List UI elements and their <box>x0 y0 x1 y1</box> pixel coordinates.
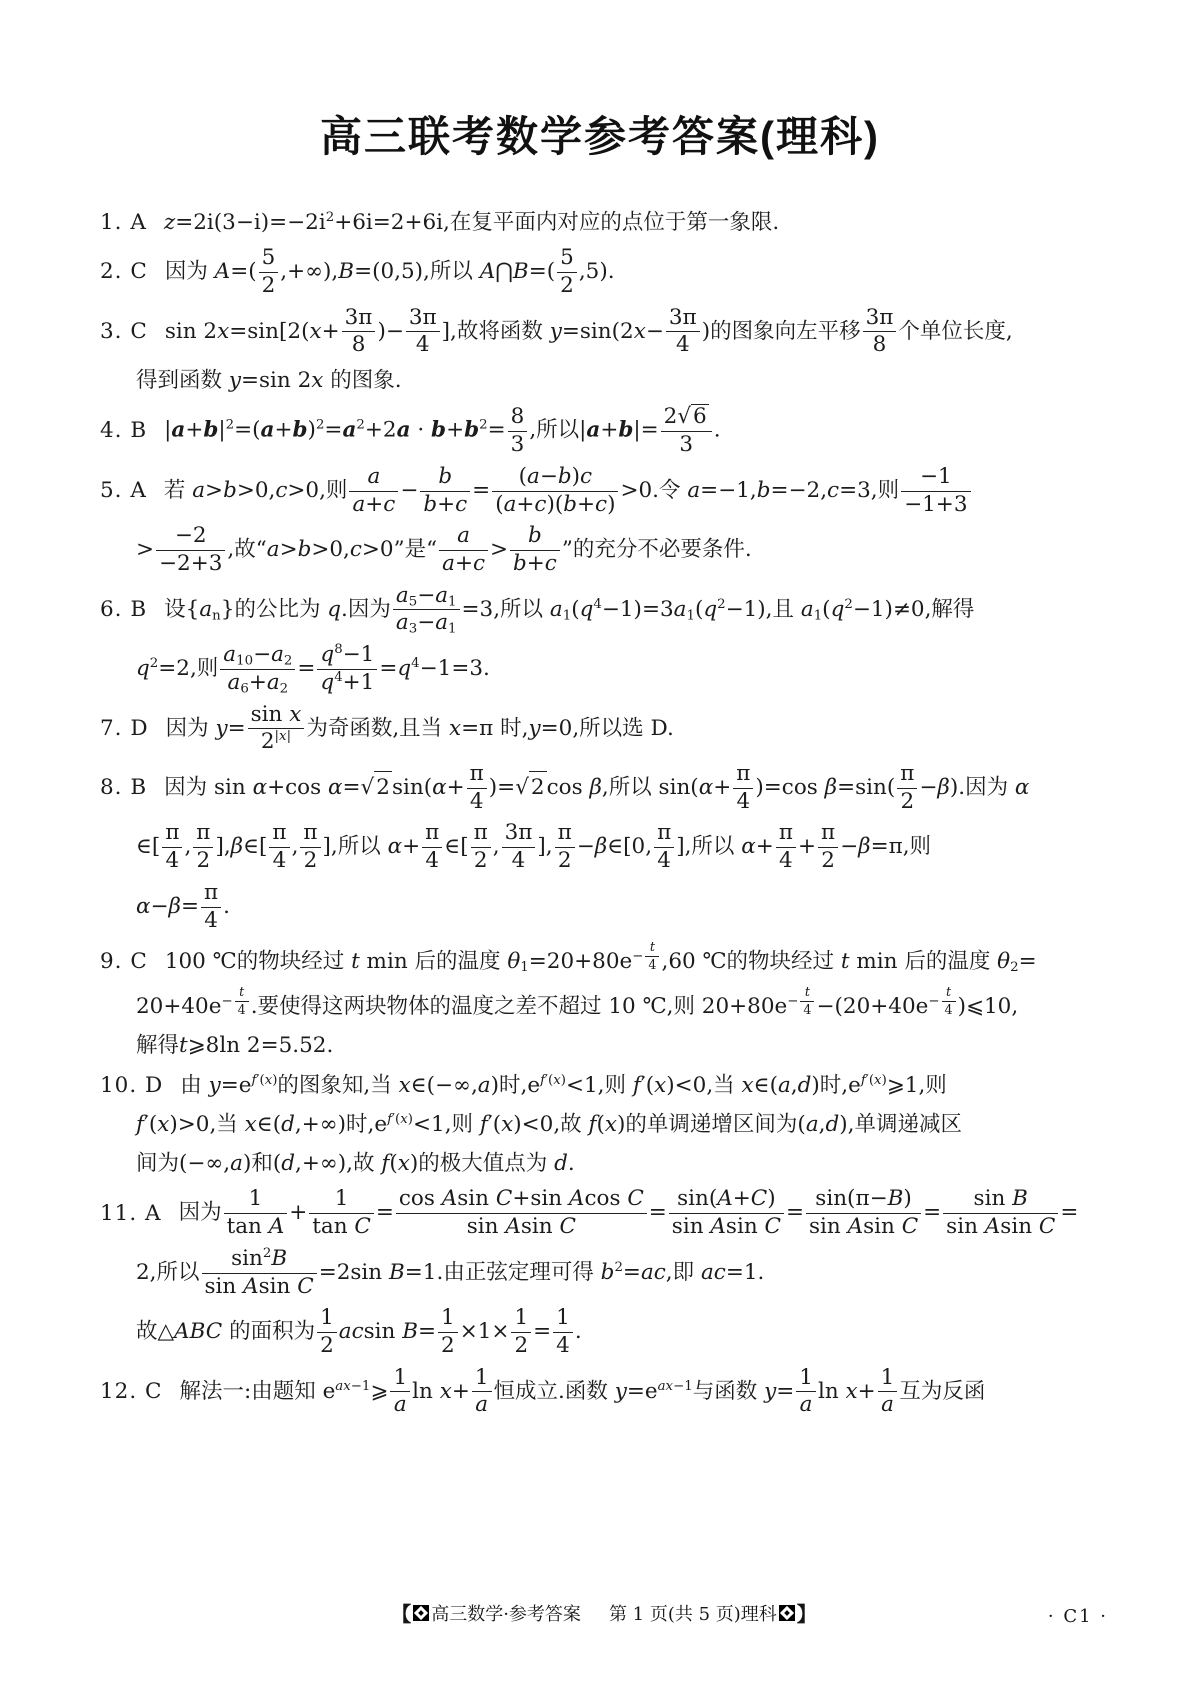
answer-item <box>100 465 1108 577</box>
answer-line: $20+40e^{- \frac{t}{4}}$ .要使得这两块物体的温度之差不超过 10 ℃,则 $20+80e^{- \frac{t}{4}}$ $-(20+40e^{- \frac{t}{4}}$ )⩽10, <box>136 984 1019 1020</box>
answer-item <box>100 940 1108 1062</box>
footer-bracket-close: 】 <box>796 1602 817 1626</box>
answer-item <box>100 703 1108 755</box>
answer-line: ∈[ $\frac{\pi}{4}$ , $\frac{\pi}{2}$ ],β∈[ $\frac{\pi}{4}$ , $\frac{\pi}{2}$ ],所以 α+ $\frac{\pi}{4}$ ∈[ $\frac{\pi}{2}$ , $\frac{3\pi}{4}$ ], $\frac{\pi}{2}$ −β∈[0, $\frac{\pi}{4}$ ],所以 α+ $\frac{\pi}{4}$ + $\frac{\pi}{2}$ −β=π,则 <box>136 820 932 874</box>
answer-line-first: 3. C sin 2x=sin[2(x+ $\frac{3\pi}{8}$ )− $\frac{3\pi}{4}$ ],故将函数 y=sin(2x− $\frac{3\pi}{4}$ )的图象向左平移 $\frac{3\pi}{8}$ 个单位长度, <box>100 304 1013 358</box>
answer-line: α−β= $\frac{\pi}{4}$ . <box>136 879 230 933</box>
item-number-and-answer: 2. C <box>100 259 148 285</box>
answer-line: f′(x)>0,当 x∈(d,+∞)时$,e^{f'(x)}<1$,则 f′(x)<0,故 f(x)的单调递增区间为(a,d),单调递减区 <box>136 1111 962 1137</box>
answer-item <box>100 306 1108 398</box>
footer-page-info: 第 1 页(共 5 页)理科 <box>608 1603 777 1625</box>
item-number-and-answer: 10. D <box>100 1072 164 1098</box>
footer-code: · C1 · <box>1047 1606 1108 1627</box>
item-number-and-answer: 9. C <box>100 949 148 975</box>
item-number-and-answer: 1. A <box>100 210 147 235</box>
item-number-and-answer: 4. B <box>100 418 148 444</box>
answer-item <box>100 584 1108 696</box>
answer-line: $q^2=2$,则 $\frac{a_{10}-a_2}{a_6+a_2}$ = $\frac{q^8-1}{q^4+1}$ $=q^4-1=3$. <box>136 641 490 697</box>
footer-bracket-open: 【 <box>391 1602 412 1626</box>
footer-title: 高三数学·参考答案 <box>431 1603 581 1625</box>
page-footer <box>100 1598 1108 1627</box>
item-number-and-answer: 7. D <box>100 715 149 741</box>
answer-line-first: 6. B 设$\{a_n\}$的公比为 q.因为 $\frac{a_5-a_1}{a_3-a_1}$ =3,所以 $a_1(q^4-1)=3a_1(q^2-1)$,且 $a_1(q^2-1)\ne 0$,解得 <box>100 582 975 637</box>
page-title: 高三联考数学参考答案(理科) <box>320 113 880 160</box>
answer-line-first: 4. B $|a+b|^2=(a+b)^2=a^2+2a \cdot b+b^2=$ $\frac{8}{3}$ ,所以|a+b|= $\frac{2√6}{3}$ . <box>100 403 721 458</box>
answers-list <box>0 164 1200 1418</box>
answer-line: 得到函数 y=sin 2x 的图象. <box>136 368 402 394</box>
answer-line-first: 12. C 解法一:由题知 $e^{ax-1}⩾$ $\frac{1}{a}$ ln x+ $\frac{1}{a}$ 恒成立.函数 $y=e^{ax-1}$与函数 y= $\frac{1}{a}$ ln x+ $\frac{1}{a}$ 互为反函 <box>100 1364 986 1418</box>
answer-item <box>100 207 1108 239</box>
answer-item <box>100 1187 1108 1358</box>
answer-line-first: 7. D 因为 y= $\frac{\text{sin x}}{2^{|x|}}$ 为奇函数,且当 x=π 时,y=0,所以选 D. <box>100 701 674 755</box>
answer-item <box>100 1366 1108 1418</box>
answer-line-first: 5. A 若 a>b>0,c>0,则 $\frac{a}{a+c}$ − $\frac{b}{b+c}$ = $\frac{(a-b)c}{(a+c)(b+c)}$ >0.令 a=−1,b=−2,c=3,则 $\frac{-1}{-1+3}$ <box>100 465 1108 517</box>
answer-line: 2,所以 $\frac{\sin^2B}{\text{sin Asin C}}$ =2sin B=1.由正弦定理可得 $b^2=ac$,即 ac=1. <box>136 1245 765 1299</box>
diamond-icon <box>413 1605 429 1621</box>
item-number-and-answer: 8. B <box>100 775 148 801</box>
item-number-and-answer: 5. A <box>100 478 147 504</box>
answer-line-first: 1. A $z=2i(3-i)=-2i^2+6i=2+6i$,在复平面内对应的点位于第一象限. <box>100 207 1108 239</box>
item-number-and-answer: 12. C <box>100 1378 163 1404</box>
answer-item <box>100 762 1108 933</box>
answer-line-first: 10. D 由 $y=e^{f'(x)}$的图象知,当 x∈(−∞,a)时$,e^{f'(x)}<1$,则 f′(x)<0,当 x∈(a,d)时$,e^{f'(x)}⩾1$,则 <box>100 1070 1108 1102</box>
answer-line-first: 2. C 因为 A=( $\frac{5}{2}$ ,+∞),B=(0,5),所以 A⋂B=( $\frac{5}{2}$ ,5). <box>100 245 615 298</box>
answer-item <box>100 1070 1108 1181</box>
answer-line-first: 9. C 100 ℃的物块经过 t min 后的温度 $\theta_1=20+80e^{- \frac{t}{4}}$ ,60 ℃的物块经过 t min 后的温度 $\theta_2=$ <box>100 940 1108 978</box>
answer-item <box>100 246 1108 298</box>
item-number-and-answer: 3. C <box>100 318 148 344</box>
answer-line: 解得t⩾8ln 2=5.52. <box>136 1033 334 1059</box>
footer-center <box>391 1598 817 1627</box>
diamond-icon <box>779 1605 795 1621</box>
answer-line: 间为(−∞,a)和(d,+∞),故 f(x)的极大值点为 d. <box>136 1151 575 1177</box>
answer-line-first: 8. B 因为 sin α+cos α=√2sin(α+ $\frac{\pi}{4}$ )=√2cos β,所以 sin(α+ $\frac{\pi}{4}$ )=cos β=sin( $\frac{\pi}{2}$ −β).因为 α <box>100 761 1030 814</box>
answer-item <box>100 404 1108 457</box>
item-number-and-answer: 11. A <box>100 1200 162 1226</box>
answer-line-first: 11. A 因为 $\frac{1}{\text{tan A}}$ + $\frac{1}{\text{tan C}}$ = $\frac{\text{cos Asin C+sin Acos C}}{\text{sin Asin C}}$ = $\frac{\sin(A+C)}{\text{sin Asin C}}$ = $\frac{\sin(\pi-B)}{\text{sin Asin C}}$ = $\frac{\text{sin B}}{\text{sin Asin C}}$ = <box>100 1186 1079 1240</box>
item-number-and-answer: 6. B <box>100 596 148 622</box>
answer-line: 故△ABC 的面积为 $\frac{1}{2}$ acsin B= $\frac{1}{2}$ ×1× $\frac{1}{2}$ = $\frac{1}{4}$ . <box>136 1305 582 1358</box>
answer-line: > $\frac{-2}{-2+3}$ ,故“a>b>0,c>0”是“ $\frac{a}{a+c}$ > $\frac{b}{b+c}$ ”的充分不必要条件. <box>136 523 752 576</box>
